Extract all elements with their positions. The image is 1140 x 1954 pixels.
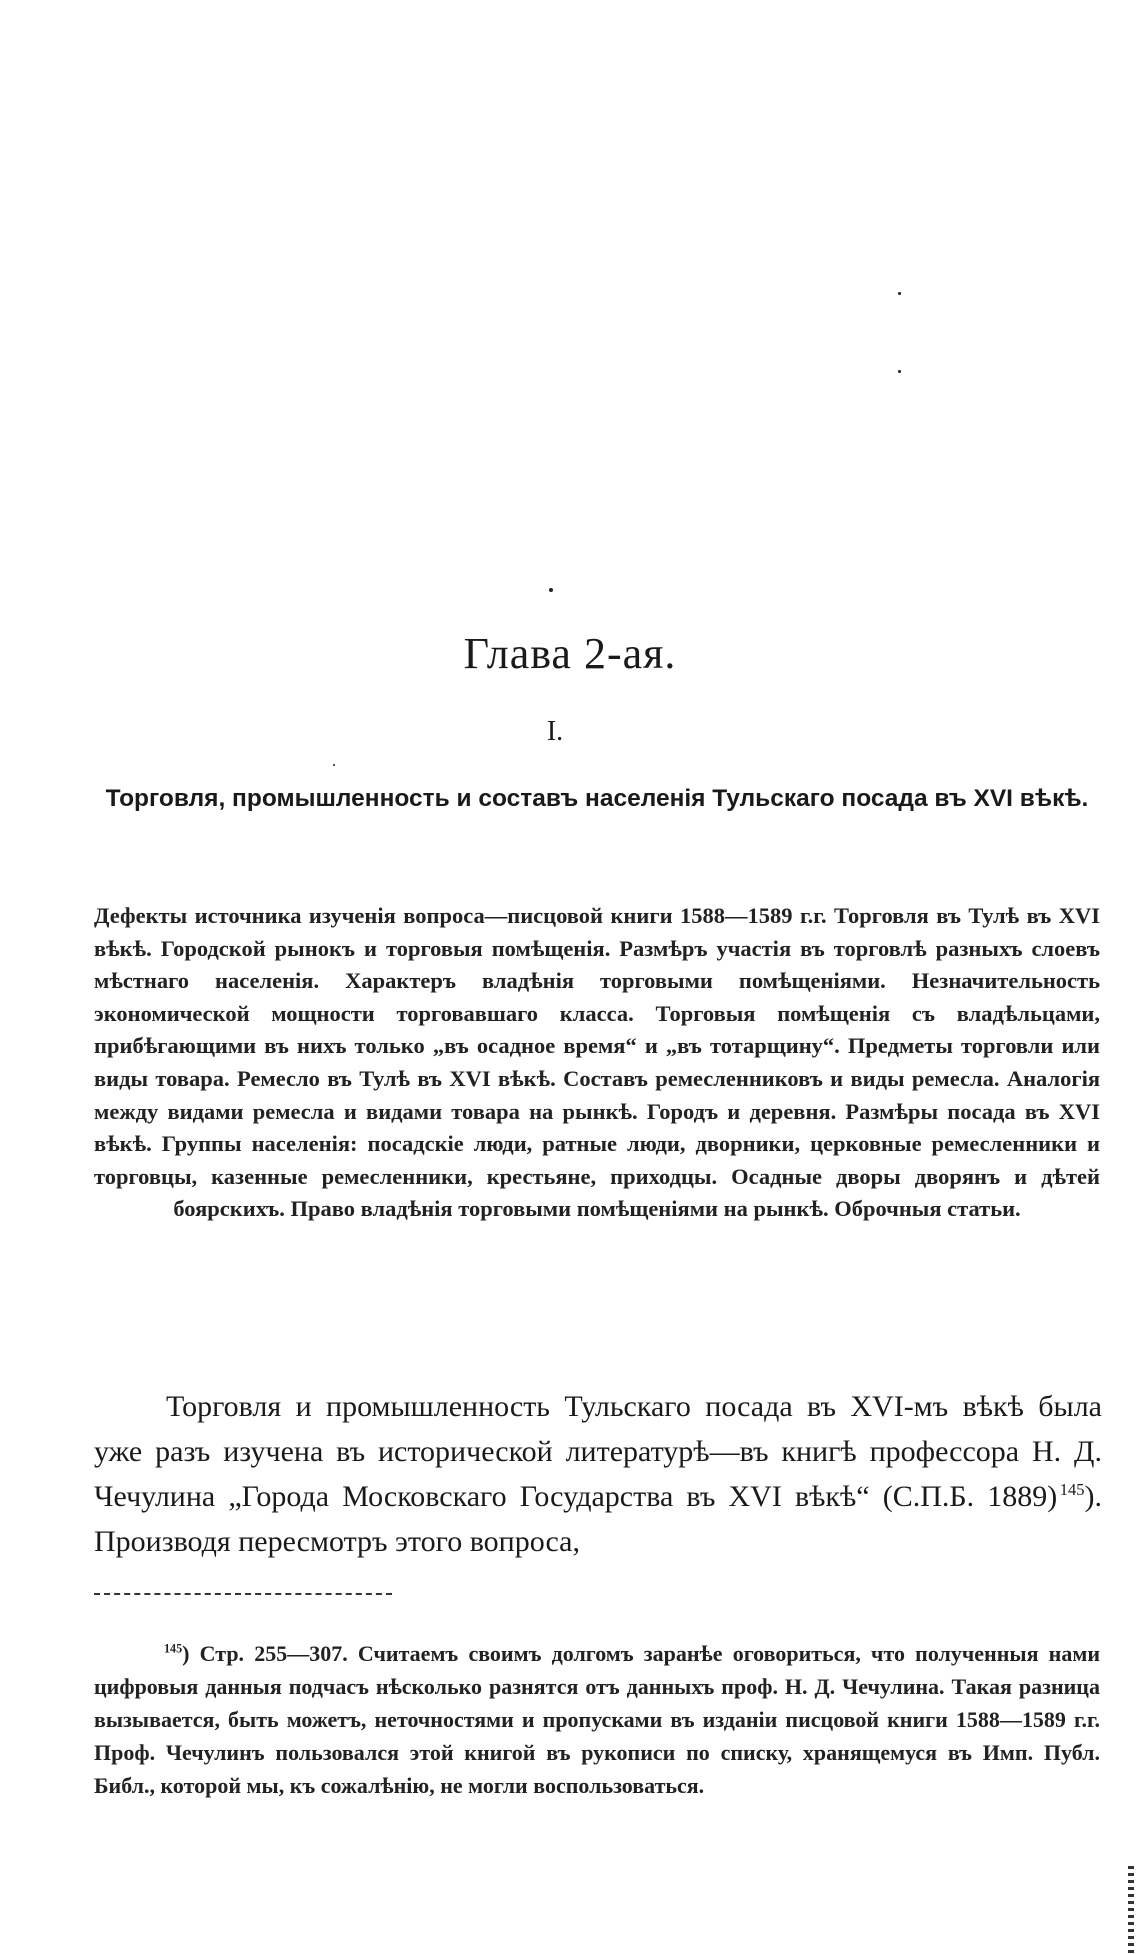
scan-speck: [333, 764, 335, 766]
body-text-before-ref: Торговля и промышленность Тульскаго посада въ XVI-мъ вѣкѣ была уже разъ изучена въ исторической литературѣ—въ книгѣ профессора Н. Д. Чечулина „Города Московскаго Государства въ XVI вѣкѣ“ (С.П.Б. 1889): [94, 1390, 1102, 1513]
body-text-after-ref: ). Производя пересмотръ этого вопроса,: [94, 1480, 1102, 1558]
footnote-divider: [94, 1593, 392, 1595]
chapter-title: Глава 2-ая.: [463, 629, 677, 678]
scan-speck: [898, 370, 901, 373]
section-heading: Торговля, промышленность и составъ населенія Тульскаго посада въ XVI вѣкѣ.: [105, 785, 1089, 812]
scan-speck: [549, 588, 553, 592]
chapter-summary: Дефекты источника изученія вопроса—писцовой книги 1588—1589 г.г. Торговля въ Тулѣ въ XVI вѣкѣ. Городской рынокъ и торговыя помѣщенія. Размѣръ участія въ торговлѣ разныхъ слоевъ мѣстнаго населенія. Характеръ владѣнія торговыми помѣщеніями. Незначительность экономической мощности торговавшаго класса. Торговыя помѣщенія съ владѣльцами, прибѣгающими въ нихъ только „въ осадное время“ и „въ тотарщину“. Предметы торговли или виды товара. Ремесло въ Тулѣ въ XVI вѣкѣ. Составъ ремесленниковъ и виды ремесла. Аналогія между видами ремесла и видами товара на рынкѣ. Городъ и деревня. Размѣры посада въ XVI вѣкѣ. Группы населенія: посадскіе люди, ратные люди, дворники, церковные ремесленники и торговцы, казенные ремесленники, крестьяне, приходцы. Осадные дворы дворянъ и дѣтей боярскихъ. Право владѣнія торговыми помѣщеніями на рынкѣ. Оброчныя статьи.: [94, 903, 1100, 1222]
footnote-marker: 145: [164, 1641, 183, 1656]
page-edge-marks: [1128, 1866, 1134, 1954]
footnote-reference: 145: [1059, 1480, 1085, 1499]
body-paragraph: [94, 1384, 1102, 1564]
section-number: I.: [546, 716, 564, 747]
scan-speck: [898, 292, 901, 295]
footnote: [94, 1637, 1100, 1802]
footnote-text: ) Стр. 255—307. Считаемъ своимъ долгомъ заранѣе оговориться, что полученныя нами цифровыя данныя подчасъ нѣсколько разнятся отъ данныхъ проф. Н. Д. Чечулина. Такая разница вызывается, быть можетъ, неточностями и пропусками въ изданіи писцовой книги 1588—1589 г.г. Проф. Чечулинъ пользовался этой книгой въ рукописи по списку, хранящемуся въ Имп. Публ. Библ., которой мы, къ сожалѣнію, не могли воспользоваться.: [94, 1641, 1100, 1798]
